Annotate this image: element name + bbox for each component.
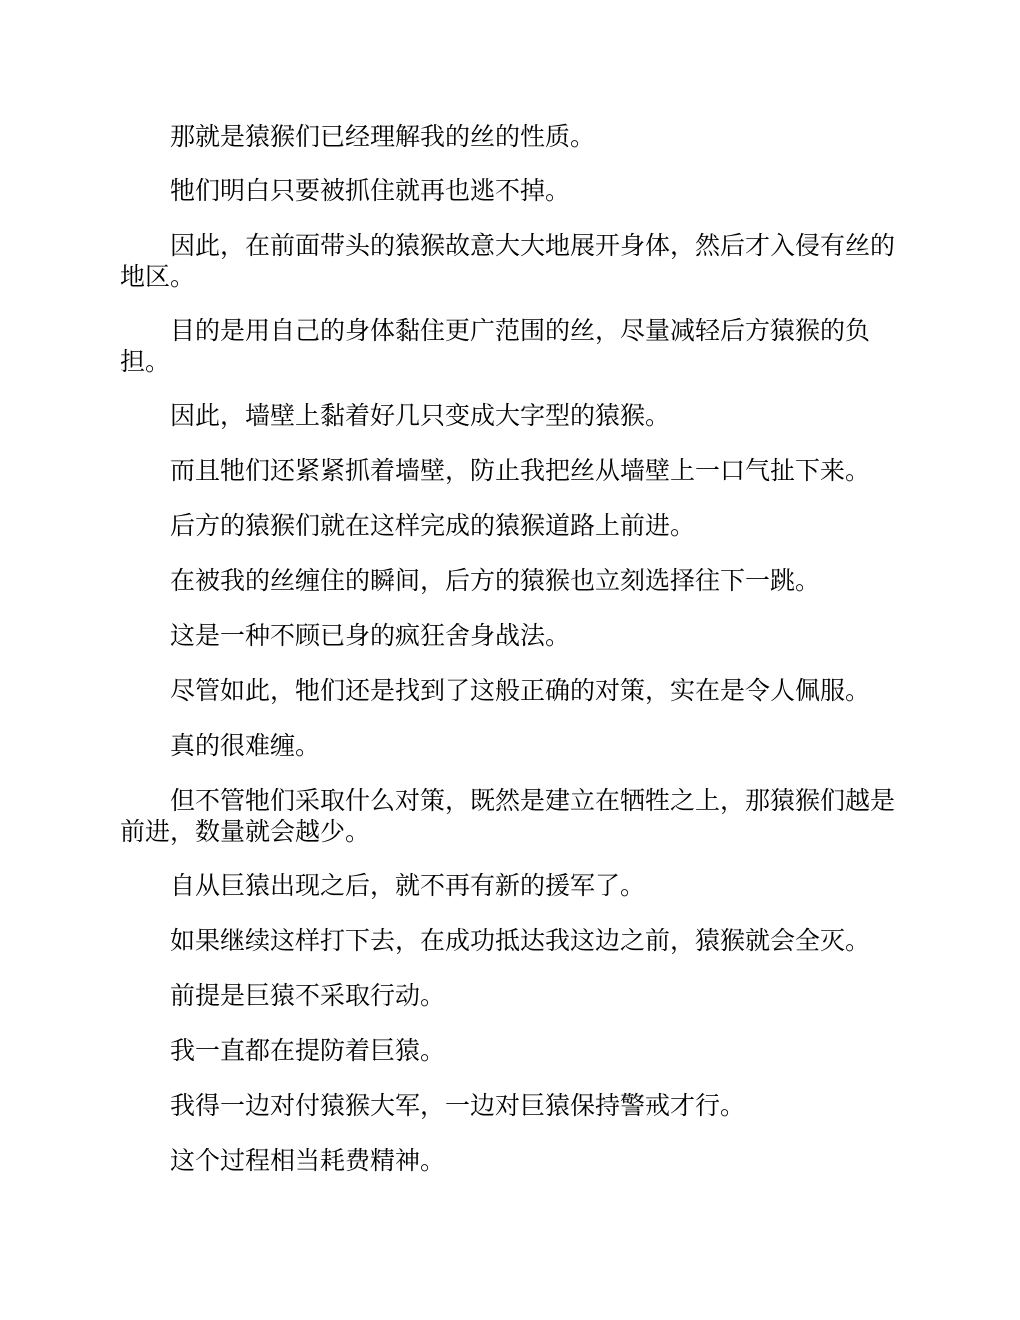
paragraph: 如果继续这样打下去，在成功抵达我这边之前，猿猴就会全灭。 xyxy=(170,926,871,955)
paragraph: 在被我的丝缠住的瞬间，后方的猿猴也立刻选择往下一跳。 xyxy=(170,566,821,595)
paragraph: 牠们明白只要被抓住就再也逃不掉。 xyxy=(170,176,571,205)
paragraph: 真的很难缠。 xyxy=(170,731,321,760)
paragraph: 我一直都在提防着巨猿。 xyxy=(170,1036,446,1065)
paragraph: 这个过程相当耗费精神。 xyxy=(170,1146,446,1175)
paragraph: 这是一种不顾已身的疯狂舍身战法。 xyxy=(170,621,571,650)
paragraph: 前提是巨猿不采取行动。 xyxy=(170,981,446,1010)
paragraph: 但不管牠们采取什么对策，既然是建立在牺牲之上，那猿猴们越是前进，数量就会越少。 xyxy=(120,786,896,846)
paragraph: 我得一边对付猿猴大军，一边对巨猿保持警戒才行。 xyxy=(170,1091,746,1120)
paragraph: 因此，墙壁上黏着好几只变成大字型的猿猴。 xyxy=(170,401,671,430)
paragraph: 自从巨猿出现之后，就不再有新的援军了。 xyxy=(170,871,646,900)
paragraph: 那就是猿猴们已经理解我的丝的性质。 xyxy=(170,122,596,151)
paragraph: 尽管如此，牠们还是找到了这般正确的对策，实在是令人佩服。 xyxy=(170,676,871,705)
paragraph: 因此，在前面带头的猿猴故意大大地展开身体，然后才入侵有丝的地区。 xyxy=(120,231,896,291)
paragraph: 后方的猿猴们就在这样完成的猿猴道路上前进。 xyxy=(170,511,696,540)
paragraph: 目的是用自己的身体黏住更广范围的丝，尽量减轻后方猿猴的负担。 xyxy=(120,316,871,376)
paragraph: 而且牠们还紧紧抓着墙壁，防止我把丝从墙壁上一口气扯下来。 xyxy=(170,456,871,485)
